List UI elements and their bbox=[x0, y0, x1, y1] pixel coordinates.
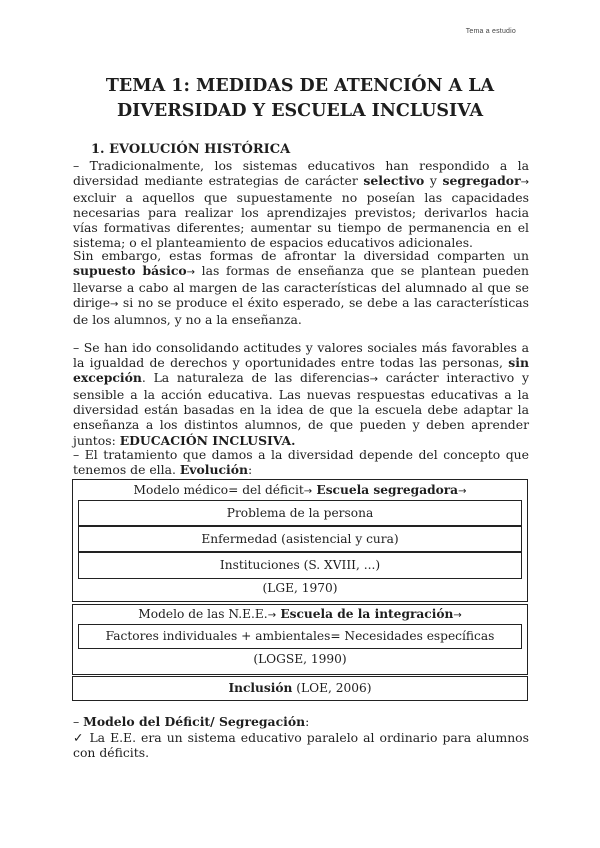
nee-row-1: Factores individuales + ambientales= Necesidades específicas bbox=[78, 624, 522, 649]
p4-text-c: : bbox=[248, 462, 253, 478]
p2-bold-supuesto: supuesto básico bbox=[73, 263, 187, 279]
arrow-icon: → bbox=[303, 486, 313, 497]
p2-text-a: Sin embargo, estas formas de afrontar la diversidad comparten un bbox=[73, 248, 529, 263]
medical-model-group bbox=[72, 479, 528, 602]
p1-text-c: y bbox=[424, 173, 443, 189]
checkmark-icon: ✓ bbox=[73, 730, 85, 745]
p3-bold-sin-excepcion: sin excepción bbox=[73, 355, 529, 386]
title-line-1: TEMA 1: MEDIDAS DE ATENCIÓN A LA bbox=[105, 76, 495, 96]
paragraph-3 bbox=[73, 340, 529, 448]
paragraph-1 bbox=[73, 158, 529, 251]
arrow-icon: → bbox=[186, 267, 196, 279]
medical-law: (LGE, 1970) bbox=[262, 581, 338, 595]
p1-bold-segregador: segregador bbox=[442, 173, 521, 189]
p3-text-a: – Se han ido consolidando actitudes y valores sociales más favorables a la igualdad de derechos y oportunidades entre todas las personas, bbox=[73, 340, 529, 371]
arrow-icon: → bbox=[267, 610, 277, 621]
inclusion-row bbox=[73, 681, 527, 696]
deficit-title: Modelo del Déficit/ Segregación bbox=[83, 714, 306, 729]
page-title bbox=[60, 74, 540, 124]
nee-model-label: Modelo de las N.E.E. bbox=[138, 607, 268, 621]
paragraph-4 bbox=[73, 447, 529, 477]
header-note: Tema a estudio bbox=[465, 28, 516, 35]
section-heading: 1. EVOLUCIÓN HISTÓRICA bbox=[91, 142, 291, 157]
p2-text-c: las formas de enseñanza que se plantean pueden llevarse a cabo al margen de las características del alumnado al que se dirige bbox=[73, 263, 529, 311]
deficit-prefix: – bbox=[73, 714, 84, 729]
paragraph-2 bbox=[73, 248, 529, 327]
p1-text-a: – Tradicionalmente, los sistemas educativos han respondido a la diversidad mediante estrategias de carácter bbox=[73, 158, 529, 189]
p4-text-a: – El tratamiento que damos a la diversidad depende del concepto que tenemos de ella. bbox=[73, 447, 529, 478]
p1-bold-selectivo: selectivo bbox=[363, 173, 425, 189]
arrow-icon: → bbox=[110, 299, 119, 311]
medical-row-3: Instituciones (S. XVIII, ...) bbox=[78, 552, 522, 579]
arrow-icon: → bbox=[520, 177, 529, 189]
p4-bold-evolucion: Evolución bbox=[179, 462, 249, 478]
deficit-model-text bbox=[73, 730, 529, 760]
p1-text-d: excluir a aquellos que supuestamente no poseían las capacidades necesarias para realizar los aprendizajes previstos; derivarlos hacia vías formativas diferentes; aumentar su tiempo de permanencia en el sistema; o el planteamiento de espacios educativos adicionales. bbox=[73, 190, 529, 251]
medical-row-1: Problema de la persona bbox=[78, 500, 522, 526]
medical-model-label: Modelo médico= del déficit bbox=[133, 483, 304, 497]
p3-text-d: carácter interactivo y sensible a la acción educativa. Las nuevas respuestas educativas a la diversidad están basadas en la idea de que la escuela debe adaptar la enseñanza a los distintos alumnos, de que pueden y deben aprender juntos: bbox=[73, 370, 529, 448]
medical-model-heading bbox=[73, 483, 527, 499]
medical-row-2: Enfermedad (asistencial y cura) bbox=[78, 526, 522, 552]
p2-text-d: si no se produce el éxito esperado, se debe a las características de los alumnos, y no a la enseñanza. bbox=[73, 295, 529, 328]
p3-bold-educacion-inclusiva: EDUCACIÓN INCLUSIVA. bbox=[119, 432, 296, 448]
deficit-description: La E.E. era un sistema educativo paralelo al ordinario para alumnos con déficits. bbox=[73, 730, 529, 761]
evolution-table bbox=[72, 479, 528, 700]
p3-text-c: . La naturaleza de las diferencias bbox=[141, 370, 370, 386]
arrow-icon: → bbox=[453, 610, 462, 621]
arrow-icon: → bbox=[458, 486, 467, 497]
deficit-suffix: : bbox=[305, 714, 310, 729]
title-line-2: DIVERSIDAD Y ESCUELA INCLUSIVA bbox=[116, 101, 484, 121]
segregating-school-label: Escuela segregadora bbox=[312, 483, 459, 497]
deficit-model-heading bbox=[73, 714, 529, 729]
nee-model-group bbox=[72, 604, 528, 675]
nee-model-heading bbox=[73, 607, 527, 623]
nee-law: (LOGSE, 1990) bbox=[253, 652, 347, 666]
inclusion-law: (LOE, 2006) bbox=[292, 681, 372, 695]
arrow-icon: → bbox=[369, 374, 379, 386]
inclusion-group bbox=[72, 676, 528, 701]
integration-school-label: Escuela de la integración bbox=[276, 607, 454, 621]
inclusion-label: Inclusión bbox=[228, 681, 293, 695]
